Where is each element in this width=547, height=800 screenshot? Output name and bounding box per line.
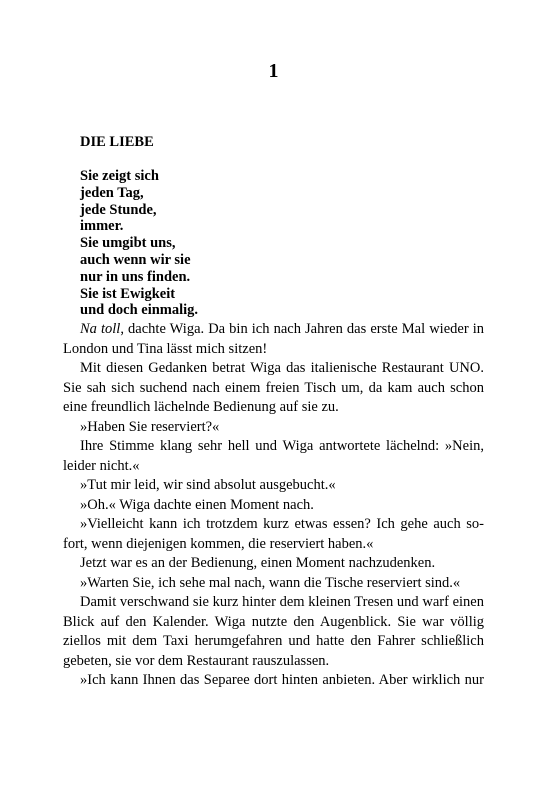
- poem-line: immer.: [80, 218, 124, 235]
- paragraph: Mit diesen Gedanken betrat Wiga das italienische Restaurant UNO. Sie sah sich suchend nach einem freien Tisch um, da kam auch schon eine freundlich lächelnde Bedienung auf sie zu.: [63, 360, 484, 415]
- poem-line: Sie zeigt sich: [80, 168, 159, 184]
- paragraph: »Haben Sie reserviert?«: [80, 418, 220, 435]
- poem-line: nur in uns finden.: [80, 268, 191, 285]
- poem-line: Sie umgibt uns,: [80, 235, 176, 252]
- chapter-number: 1: [268, 60, 279, 82]
- paragraph: »Oh.« Wiga dachte einen Moment nach.: [80, 496, 314, 513]
- paragraph: [63, 320, 484, 359]
- poem-line: Sie ist Ewigkeit: [80, 285, 176, 302]
- poem-lines: [80, 168, 480, 319]
- poem-line: und doch einmalig.: [80, 302, 199, 319]
- poem-line: jeden Tag,: [80, 184, 144, 201]
- paragraph: »Ich kann Ihnen das Separee dort hinten anbieten. Aber wirklich nur: [80, 672, 484, 688]
- poem: [80, 133, 480, 319]
- poem-line: jede Stunde,: [80, 201, 157, 218]
- paragraph-italic-lead: Na toll: [80, 321, 121, 337]
- paragraph: »Warten Sie, ich sehe mal nach, wann die Tische reserviert sind.«: [80, 574, 461, 591]
- prose-body: [63, 320, 484, 691]
- paragraph: »Tut mir leid, wir sind absolut ausgebucht.«: [80, 477, 336, 493]
- poem-line: auch wenn wir sie: [80, 251, 191, 268]
- poem-title: DIE LIEBE: [80, 134, 154, 150]
- paragraph: Damit verschwand sie kurz hinter dem kleinen Tresen und warf einen Blick auf den Kalender. Wiga nutzte den Augenblick. Sie war völlig ziellos mit dem Taxi herumgefahren und hatte den Fahrer schließlich gebeten, sie vor dem Restaurant rauszulassen.: [63, 594, 484, 669]
- paragraph-text: , dachte Wiga. Da bin ich nach Jahren das erste Mal wieder in London und Tina lässt mich sitzen!: [63, 321, 485, 357]
- paragraph: Ihre Stimme klang sehr hell und Wiga antwortete lächelnd: »Nein, leider nicht.«: [63, 438, 484, 474]
- paragraph: »Vielleicht kann ich trotzdem kurz etwas essen? Ich gehe auch sofort, wenn diejenigen kommen, die reserviert haben.«: [63, 516, 484, 552]
- paragraph: Jetzt war es an der Bedienung, einen Moment nachzudenken.: [80, 555, 436, 571]
